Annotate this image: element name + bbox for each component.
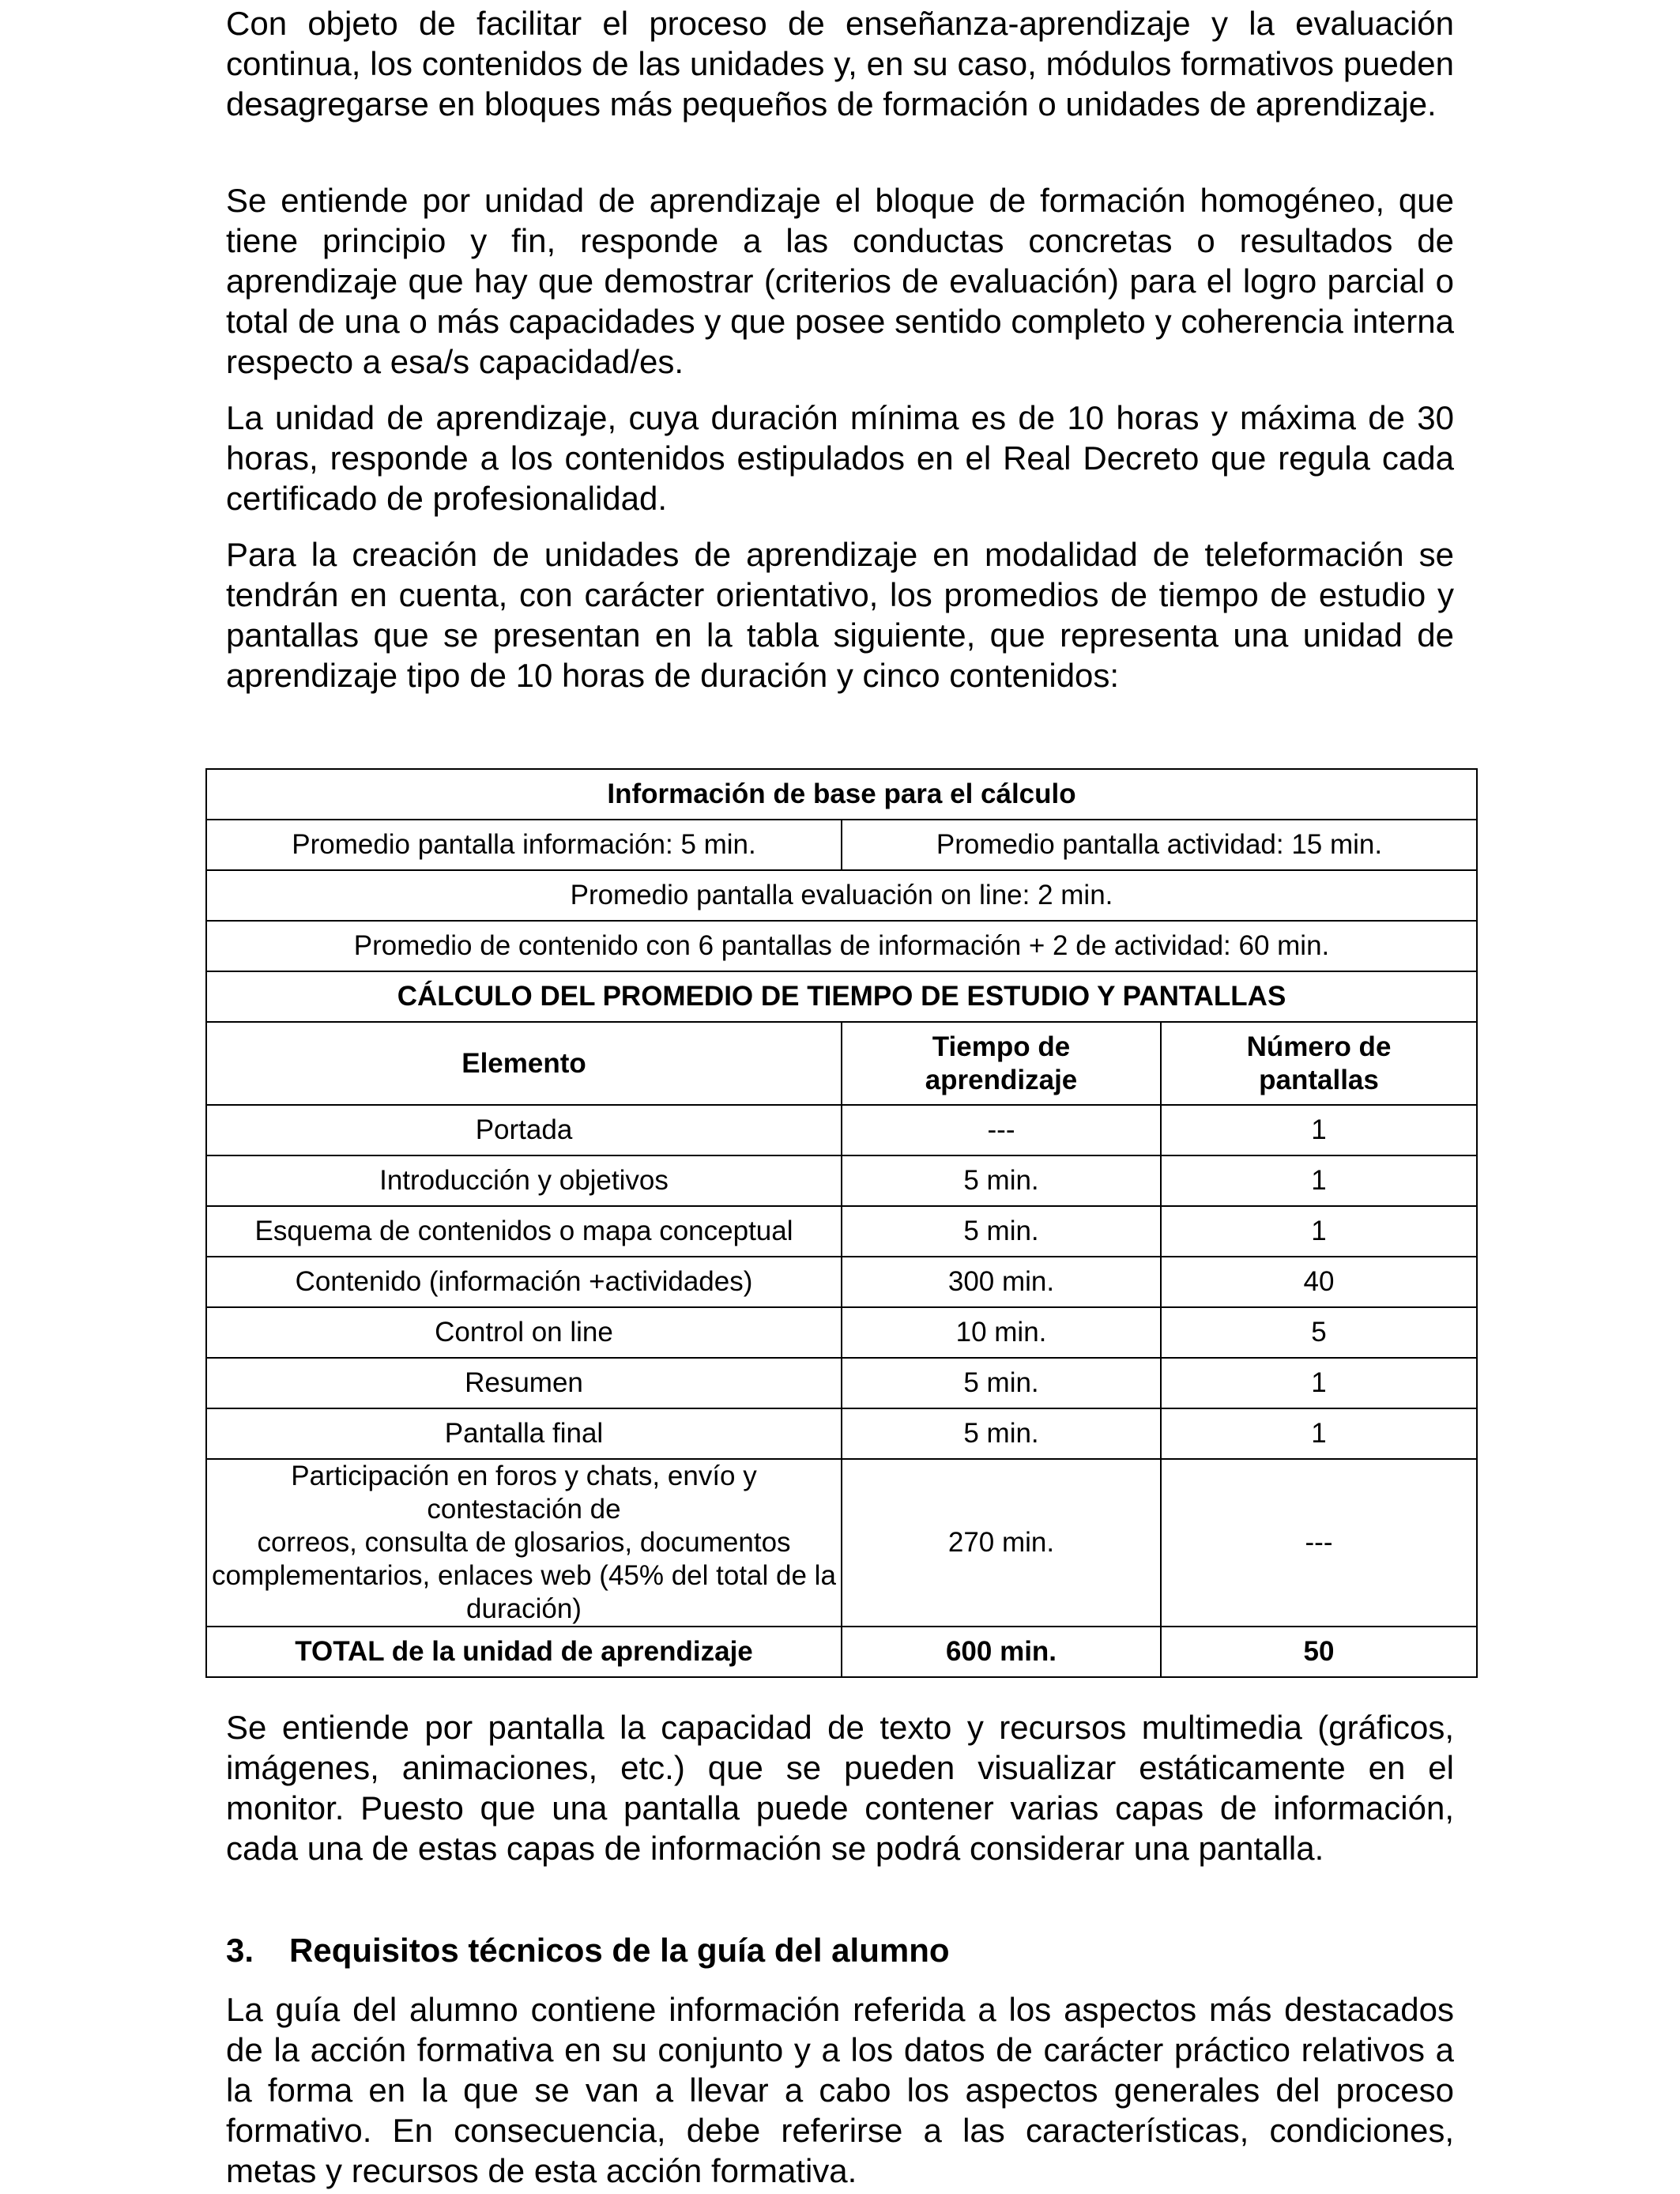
table-row — [206, 1459, 1477, 1627]
table-row — [206, 820, 1477, 870]
table-row — [206, 1307, 1477, 1358]
cell-time: 5 min. — [842, 1155, 1161, 1206]
cell-element: Introducción y objetivos — [206, 1155, 842, 1206]
cell-screens: 1 — [1161, 1155, 1477, 1206]
cell-time: 300 min. — [842, 1257, 1161, 1307]
table-row — [206, 769, 1477, 820]
cell-screens: --- — [1161, 1459, 1477, 1627]
cell-time: 5 min. — [842, 1408, 1161, 1459]
table-row — [206, 971, 1477, 1022]
table-row — [206, 1408, 1477, 1459]
cell-screens: 40 — [1161, 1257, 1477, 1307]
info-screen-average: Promedio pantalla información: 5 min. — [206, 820, 842, 870]
column-header-element: Elemento — [206, 1022, 842, 1105]
paragraph-learning-units-intro: Con objeto de facilitar el proceso de enseñanza-aprendizaje y la evaluación continua, los contenidos de las unidades y, en su caso, módulos formativos pueden desagregarse en bloques más pequeños de formación o unidades de aprendizaje. — [226, 5, 1454, 123]
section-title: Requisitos técnicos de la guía del alumno — [289, 1932, 950, 1969]
table-total-row — [206, 1627, 1477, 1677]
cell-element: Portada — [206, 1105, 842, 1155]
column-header-screens: Número de pantallas — [1161, 1022, 1477, 1105]
cell-element: Control on line — [206, 1307, 842, 1358]
table-row — [206, 1206, 1477, 1257]
cell-screens: 1 — [1161, 1206, 1477, 1257]
cell-screens: 1 — [1161, 1105, 1477, 1155]
cell-time: 10 min. — [842, 1307, 1161, 1358]
base-info-title: Información de base para el cálculo — [206, 769, 1477, 820]
section-number: 3. — [226, 1932, 254, 1969]
content-average: Promedio de contenido con 6 pantallas de información + 2 de actividad: 60 min. — [206, 921, 1477, 971]
cell-time: --- — [842, 1105, 1161, 1155]
calculation-title: CÁLCULO DEL PROMEDIO DE TIEMPO DE ESTUDIO Y PANTALLAS — [206, 971, 1477, 1022]
cell-time: 270 min. — [842, 1459, 1161, 1627]
total-screens: 50 — [1161, 1627, 1477, 1677]
table-row — [206, 1155, 1477, 1206]
calculation-table-wrapper — [205, 768, 1476, 1678]
evaluation-screen-average: Promedio pantalla evaluación on line: 2 min. — [206, 870, 1477, 921]
paragraph-learning-unit-duration: La unidad de aprendizaje, cuya duración mínima es de 10 horas y máxima de 30 horas, responde a los contenidos estipulados en el Real Decreto que regula cada certificado de profesionalidad. — [226, 399, 1454, 517]
cell-screens: 5 — [1161, 1307, 1477, 1358]
table-row — [206, 1257, 1477, 1307]
paragraph-learning-unit-definition: Se entiende por unidad de aprendizaje el bloque de formación homogéneo, que tiene principio y fin, responde a las conductas concretas o resultados de aprendizaje que hay que demostrar (criterios de evaluación) para el logro parcial o total de una o más capacidades y que posee sentido completo y coherencia interna respecto a esa/s capacidad/es. — [226, 182, 1454, 380]
calculation-table — [205, 768, 1478, 1678]
cell-screens: 1 — [1161, 1408, 1477, 1459]
total-label: TOTAL de la unidad de aprendizaje — [206, 1627, 842, 1677]
total-time: 600 min. — [842, 1627, 1161, 1677]
table-row — [206, 1105, 1477, 1155]
table-row — [206, 921, 1477, 971]
paragraph-student-guide: La guía del alumno contiene información referida a los aspectos más destacados de la acción formativa en su conjunto y a los datos de carácter práctico relativos a la forma en la que se van a llevar a cabo los aspectos generales del proceso formativo. En consecuencia, debe referirse a las características, condiciones, metas y recursos de esta acción formativa. — [226, 1991, 1454, 2189]
section-heading — [226, 1930, 950, 1970]
table-header-row — [206, 1022, 1477, 1105]
cell-element: Resumen — [206, 1358, 842, 1408]
cell-time: 5 min. — [842, 1358, 1161, 1408]
paragraph-screen-definition: Se entiende por pantalla la capacidad de texto y recursos multimedia (gráficos, imágenes, animaciones, etc.) que se pueden visualizar estáticamente en el monitor. Puesto que una pantalla puede contener varias capas de información, cada una de estas capas de información se podrá considerar una pantalla. — [226, 1709, 1454, 1867]
cell-element: Contenido (información +actividades) — [206, 1257, 842, 1307]
cell-time: 5 min. — [842, 1206, 1161, 1257]
table-row — [206, 870, 1477, 921]
cell-element: Esquema de contenidos o mapa conceptual — [206, 1206, 842, 1257]
paragraph-teletraining-averages: Para la creación de unidades de aprendizaje en modalidad de teleformación se tendrán en cuenta, con carácter orientativo, los promedios de tiempo de estudio y pantallas que se presentan en la tabla siguiente, que representa una unidad de aprendizaje tipo de 10 horas de duración y cinco contenidos: — [226, 536, 1454, 694]
cell-element-participation: Participación en foros y chats, envío y contestación de correos, consulta de glosarios, documentos complementarios, enlaces web (45% del total de la duración) — [206, 1459, 842, 1627]
column-header-time: Tiempo de aprendizaje — [842, 1022, 1161, 1105]
cell-screens: 1 — [1161, 1358, 1477, 1408]
cell-element: Pantalla final — [206, 1408, 842, 1459]
activity-screen-average: Promedio pantalla actividad: 15 min. — [842, 820, 1477, 870]
table-row — [206, 1358, 1477, 1408]
